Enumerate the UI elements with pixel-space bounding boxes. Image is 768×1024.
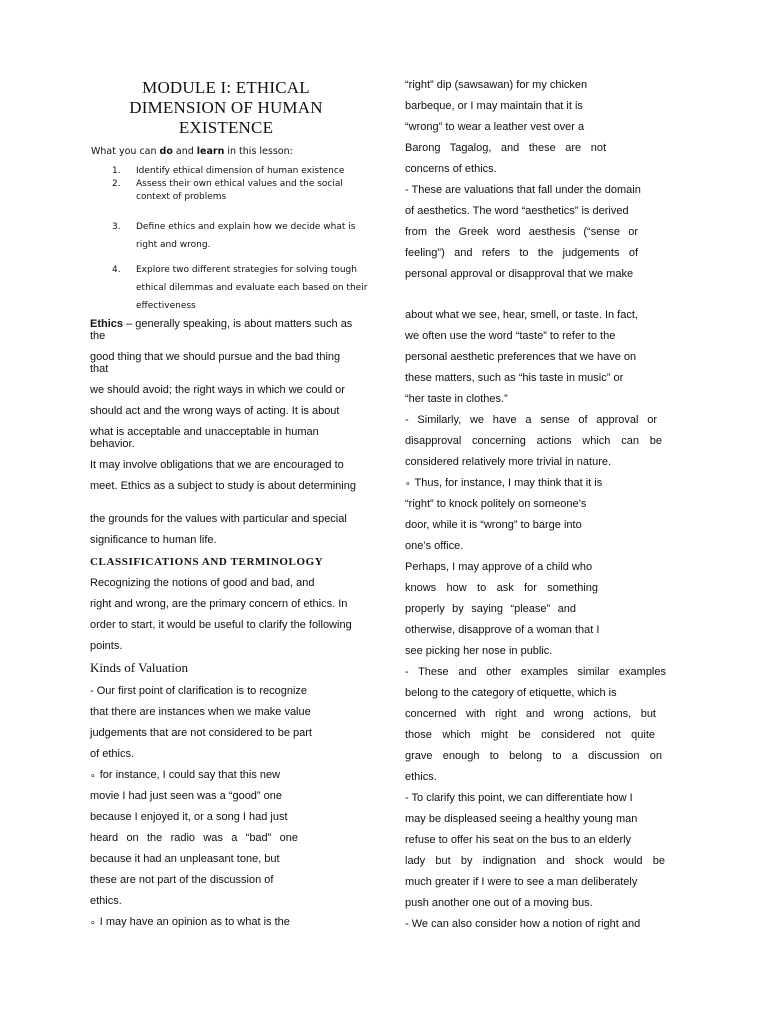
bullet-text: I may have an opinion as to what is the: [99, 916, 290, 928]
objective-text: Define ethics and explain how we decide what is right and wrong.: [136, 222, 356, 250]
body-line: we often use the word “taste” to refer to the: [405, 330, 616, 342]
body-line: from the Greek word aesthesis (“sense or: [405, 226, 638, 238]
body-line: barbeque, or I may maintain that it is: [405, 100, 583, 112]
objective-text: Assess their own ethical values and the social context of problems: [136, 179, 343, 202]
bullet-icon: ∘: [90, 917, 96, 927]
lesson-intro-do: do: [159, 146, 173, 157]
ethics-definition-line: the grounds for the values with particular and special: [90, 513, 347, 525]
objective-number: 2.: [112, 179, 121, 189]
body-line: Recognizing the notions of good and bad, and: [90, 577, 315, 589]
section-heading: CLASSIFICATIONS AND TERMINOLOGY: [90, 556, 324, 568]
body-line: grave enough to belong to a discussion on: [405, 750, 662, 762]
module-title-line: MODULE I: ETHICAL: [142, 78, 310, 97]
objective-item: [112, 218, 362, 254]
lesson-intro-text: and: [172, 146, 197, 157]
body-line: disapproval concerning actions which can be: [405, 435, 662, 447]
body-line: Perhaps, I may approve of a child who: [405, 561, 593, 573]
body-line: “her taste in clothes.”: [405, 393, 508, 405]
body-line: about what we see, hear, smell, or taste. In fact,: [405, 309, 638, 321]
body-line: right and wrong, are the primary concern of ethics. In: [90, 598, 348, 610]
ethics-definition-line: [90, 318, 360, 342]
body-line: ethics.: [90, 895, 122, 907]
body-line: - These and other examples similar examples: [405, 666, 666, 678]
ethics-definition-line: what is acceptable and unacceptable in human behavior.: [90, 426, 319, 450]
body-line: those which might be considered not quite: [405, 729, 655, 741]
ethics-term: Ethics: [90, 318, 124, 330]
body-line: push another one out of a moving bus.: [405, 897, 593, 909]
lesson-intro: [91, 146, 293, 157]
bullet-line: [90, 916, 360, 928]
body-line: - Similarly, we have a sense of approval or: [405, 414, 657, 426]
body-line: door, while it is “wrong” to barge into: [405, 519, 582, 531]
body-line: - To clarify this point, we can differentiate how I: [405, 792, 633, 804]
ethics-definition-line: It may involve obligations that we are encouraged to: [90, 459, 344, 471]
body-line: - Our first point of clarification is to recognize: [90, 685, 308, 697]
module-title-line: EXISTENCE: [178, 118, 274, 137]
objective-text: Identify ethical dimension of human existence: [136, 166, 345, 176]
body-line: may be displeased seeing a healthy young man: [405, 813, 638, 825]
body-line: “wrong” to wear a leather vest over a: [405, 121, 585, 133]
body-line: properly by saying “please” and: [405, 603, 576, 615]
body-line: of aesthetics. The word “aesthetics” is derived: [405, 205, 629, 217]
subsection-heading: Kinds of Valuation: [90, 660, 188, 675]
body-line: otherwise, disapprove of a woman that I: [405, 624, 600, 636]
body-line: Barong Tagalog, and these are not: [405, 142, 606, 154]
body-line: belong to the category of etiquette, which is: [405, 687, 617, 699]
lesson-intro-text: What you can: [91, 146, 160, 157]
objective-number: 1.: [112, 166, 121, 176]
body-line: - These are valuations that fall under the domain: [405, 184, 641, 196]
body-line: see picking her nose in public.: [405, 645, 553, 657]
body-line: that there are instances when we make value: [90, 706, 311, 718]
body-line: considered relatively more trivial in nature.: [405, 456, 612, 468]
ethics-definition-line: should act and the wrong ways of acting. It is about: [90, 405, 340, 417]
bullet-icon: ∘: [90, 770, 96, 780]
body-line: lady but by indignation and shock would be: [405, 855, 665, 867]
ethics-definition-line: good thing that we should pursue and the bad thing that: [90, 351, 341, 375]
bullet-text: for instance, I could say that this new: [96, 769, 281, 781]
objective-text: Explore two different strategies for solving tough ethical dilemmas and evaluate each based on their effectiveness: [136, 265, 368, 311]
body-line: order to start, it would be useful to clarify the following: [90, 619, 352, 631]
body-line: knows how to ask for something: [405, 582, 598, 594]
body-line: these are not part of the discussion of: [90, 874, 274, 886]
body-line: “right” to knock politely on someone’s: [405, 498, 587, 510]
ethics-definition-line: meet. Ethics as a subject to study is about determining: [90, 480, 356, 492]
body-line: - We can also consider how a notion of right and: [405, 918, 641, 930]
bullet-line: [405, 477, 666, 489]
body-line: one’s office.: [405, 540, 464, 552]
body-line: these matters, such as “his taste in music” or: [405, 372, 624, 384]
body-line: feeling”) and refers to the judgements of: [405, 247, 638, 259]
module-title-line: DIMENSION OF HUMAN: [129, 98, 323, 117]
body-line: judgements that are not considered to be part: [90, 727, 312, 739]
lesson-intro-text: in this lesson:: [224, 146, 293, 157]
objective-item: [112, 261, 374, 315]
ethics-definition-line: significance to human life.: [90, 534, 217, 546]
bullet-line: [90, 769, 360, 781]
body-line: ethics.: [405, 771, 437, 783]
body-line: of ethics.: [90, 748, 135, 760]
body-line: because it had an unpleasant tone, but: [90, 853, 280, 865]
body-line: because I enjoyed it, or a song I had just: [90, 811, 288, 823]
body-line: concerned with right and wrong actions, but: [405, 708, 656, 720]
bullet-icon: ∘: [405, 478, 411, 488]
objective-item: [112, 165, 372, 178]
body-line: heard on the radio was a “bad” one: [90, 832, 298, 844]
body-line: refuse to offer his seat on the bus to an elderly: [405, 834, 632, 846]
ethics-definition-text: – generally speaking, is about matters such as the: [90, 318, 353, 342]
lesson-intro-learn: learn: [196, 146, 225, 157]
body-line: personal approval or disapproval that we make: [405, 268, 634, 280]
body-line: personal aesthetic preferences that we have on: [405, 351, 637, 363]
bullet-text: Thus, for instance, I may think that it is: [414, 477, 603, 489]
body-line: “right” dip (sawsawan) for my chicken: [405, 79, 588, 91]
module-title: [110, 78, 342, 138]
body-line: concerns of ethics.: [405, 163, 497, 175]
objective-item: [112, 178, 352, 203]
body-line: movie I had just seen was a “good” one: [90, 790, 283, 802]
objective-number: 3.: [112, 222, 121, 232]
body-line: points.: [90, 640, 123, 652]
body-line: much greater if I were to see a man deliberately: [405, 876, 638, 888]
ethics-definition-line: we should avoid; the right ways in which we could or: [90, 384, 345, 396]
objective-number: 4.: [112, 265, 121, 275]
